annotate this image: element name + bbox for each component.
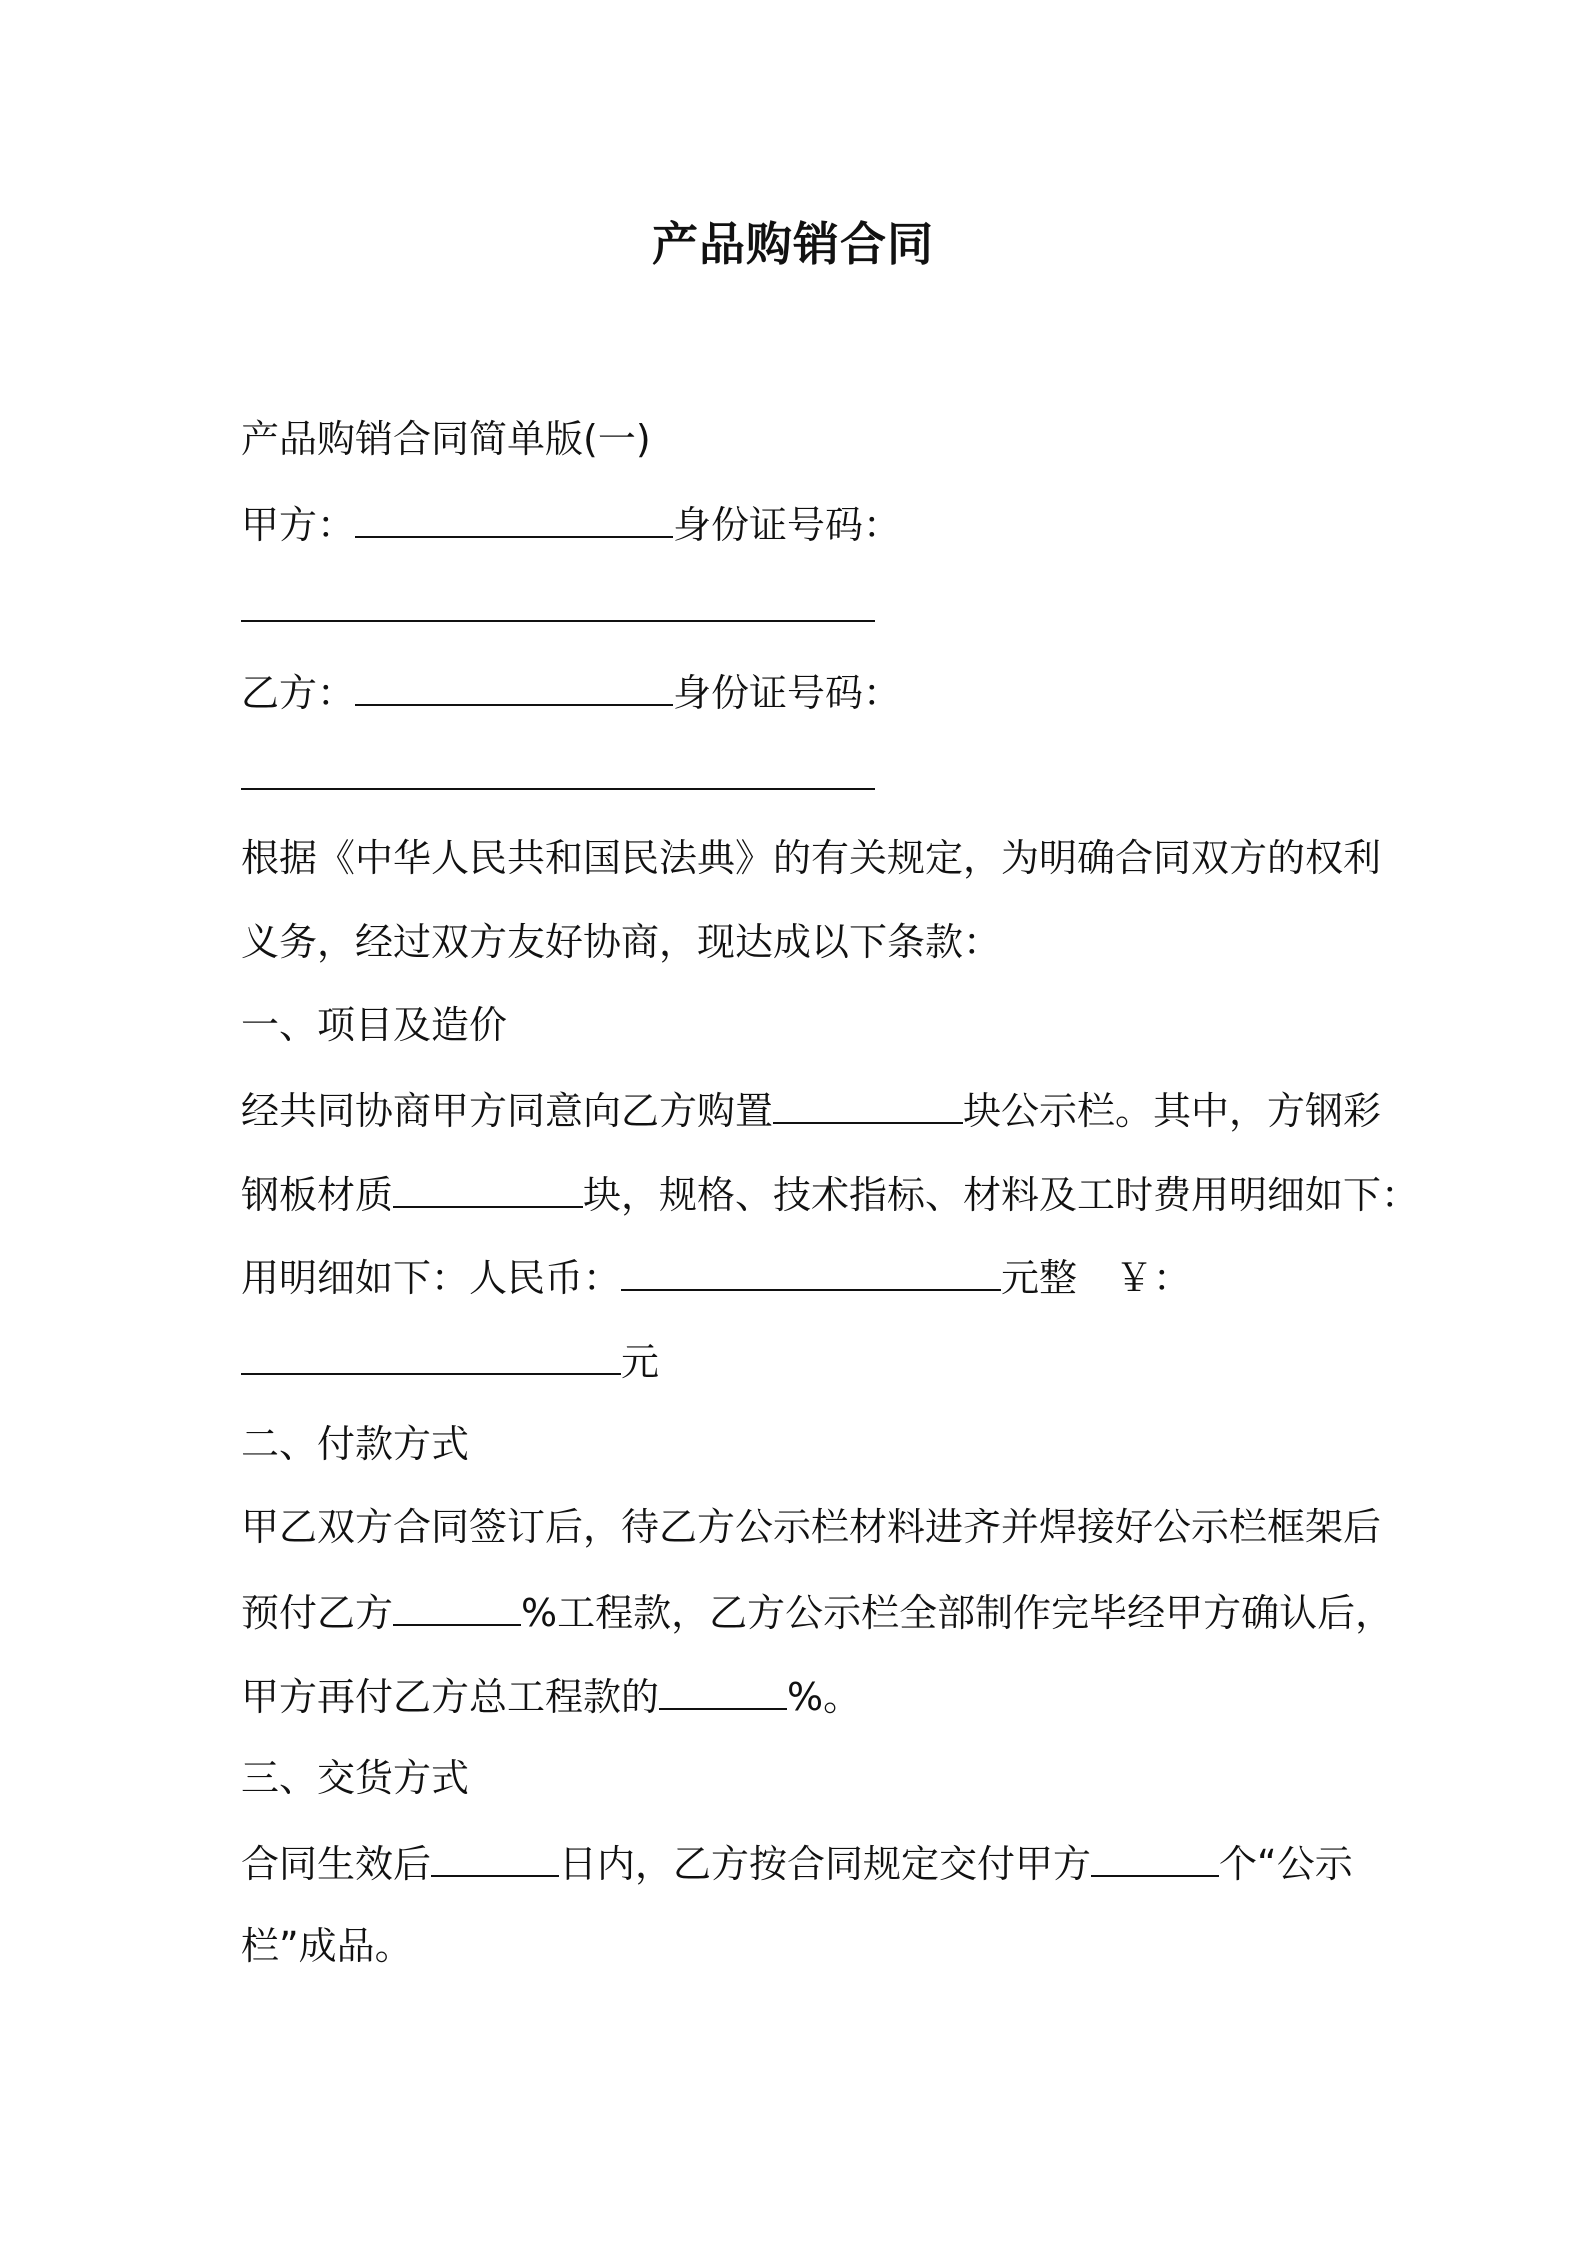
section-1-line-3 xyxy=(241,1251,1191,1303)
section-2-text: %。 xyxy=(787,1675,862,1719)
party-a-id-blank[interactable] xyxy=(241,582,875,622)
document-subtitle: 产品购销合同简单版(一) xyxy=(241,417,651,461)
preamble-line-2: 义务，经过双方友好协商，现达成以下条款： xyxy=(241,920,1002,964)
party-b-id-line xyxy=(241,750,875,802)
document-title: 产品购销合同 xyxy=(652,217,934,271)
delivery-count-blank[interactable] xyxy=(1091,1837,1219,1877)
section-1-text: 元 xyxy=(621,1340,660,1384)
section-1-line-4 xyxy=(241,1335,659,1387)
section-2-line-1: 甲乙双方合同签订后，待乙方公示栏材料进齐并焊接好公示栏框架后 xyxy=(241,1505,1382,1549)
section-2-line-2 xyxy=(241,1586,1393,1638)
section-1-text: 经共同协商甲方同意向乙方购置 xyxy=(241,1089,774,1133)
section-3-heading: 三、交货方式 xyxy=(241,1756,470,1800)
party-a-label: 甲方： xyxy=(241,503,356,547)
prepay-percent-blank[interactable] xyxy=(393,1586,521,1626)
party-b-name-blank[interactable] xyxy=(355,666,673,706)
yen-amount-blank[interactable] xyxy=(241,1335,621,1375)
section-1-line-1 xyxy=(241,1084,1381,1136)
final-percent-blank[interactable] xyxy=(659,1670,787,1710)
party-a-id-label: 身份证号码： xyxy=(673,503,902,547)
delivery-days-blank[interactable] xyxy=(431,1837,559,1877)
party-b-label: 乙方： xyxy=(241,671,356,715)
section-2-heading: 二、付款方式 xyxy=(241,1422,470,1466)
section-1-text: 钢板材质 xyxy=(241,1173,394,1217)
section-1-line-2 xyxy=(241,1168,1419,1220)
section-1-text: 元整 ￥： xyxy=(1001,1256,1192,1300)
section-2-text: 甲方再付乙方总工程款的 xyxy=(241,1675,660,1719)
section-1-text: 用明细如下：人民币： xyxy=(241,1256,622,1300)
section-2-text: 预付乙方 xyxy=(241,1591,394,1635)
party-a-name-blank[interactable] xyxy=(355,498,673,538)
party-b-line xyxy=(241,666,901,718)
section-2-text: %工程款，乙方公示栏全部制作完毕经甲方确认后， xyxy=(521,1591,1394,1635)
quantity-blank[interactable] xyxy=(773,1084,963,1124)
section-3-text: 个“公示 xyxy=(1219,1842,1353,1886)
section-1-text: 块，规格、技术指标、材料及工时费用明细如下： xyxy=(583,1173,1420,1217)
rmb-amount-blank[interactable] xyxy=(621,1251,1001,1291)
section-3-text: 合同生效后 xyxy=(241,1842,432,1886)
party-b-id-label: 身份证号码： xyxy=(673,671,902,715)
section-1-heading: 一、项目及造价 xyxy=(241,1003,508,1047)
preamble-line-1: 根据《中华人民共和国民法典》的有关规定，为明确合同双方的权利 xyxy=(241,836,1382,880)
section-3-text: 日内，乙方按合同规定交付甲方 xyxy=(559,1842,1092,1886)
section-1-text: 块公示栏。其中，方钢彩 xyxy=(963,1089,1382,1133)
section-3-line-1 xyxy=(241,1837,1353,1889)
party-a-line xyxy=(241,498,901,550)
steel-quantity-blank[interactable] xyxy=(393,1168,583,1208)
section-2-line-3 xyxy=(241,1670,861,1722)
party-a-id-line xyxy=(241,582,875,634)
section-3-line-2: 栏”成品。 xyxy=(241,1924,413,1968)
party-b-id-blank[interactable] xyxy=(241,750,875,790)
